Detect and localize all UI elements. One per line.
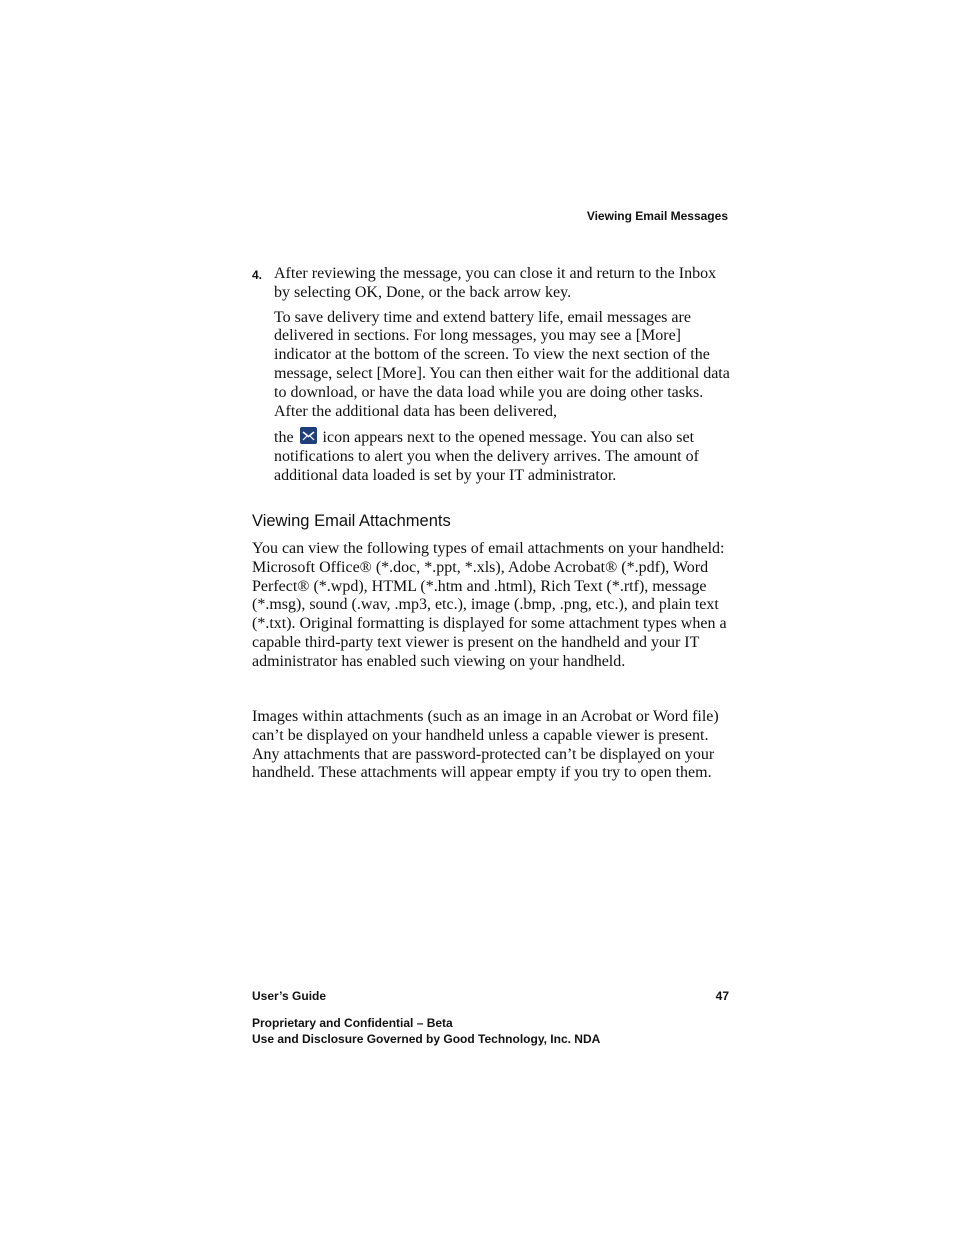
footer-page-number: 47 xyxy=(715,989,729,1003)
step-paragraph-3 xyxy=(274,427,732,485)
footer-confidential-line-2: Use and Disclosure Governed by Good Technology, Inc. NDA xyxy=(252,1032,601,1046)
envelope-icon xyxy=(300,427,317,444)
section-heading: Viewing Email Attachments xyxy=(252,512,451,530)
footer-guide-title: User’s Guide xyxy=(252,989,327,1003)
running-header: Viewing Email Messages xyxy=(586,209,728,223)
footer-row xyxy=(252,989,729,1003)
step-body xyxy=(274,265,732,486)
attachments-paragraph-1: You can view the following types of email attachments on your handheld: Microsoft Office® (*.doc, *.ppt, *.xls), Adobe Acrobat® (*.pdf), Word Perfect® (*.wpd), HTML (*.htm and .html), Rich Text (*.rtf), message (*.msg), sound (.wav, .mp3, etc.), image (.bmp, .png, etc.), and plain text (*.txt). Original formatting is displayed for some attachment types when a capable third-party text viewer is present on the handheld and your IT administrator has enabled such viewing on your handheld. xyxy=(252,540,727,670)
step-number: 4. xyxy=(252,268,263,282)
footer-confidential xyxy=(252,1015,729,1047)
step-paragraph-3-rest: icon appears next to the opened message. You can also set notifications to alert you when the delivery arrives. The amount of additional data loaded is set by your IT administrator. xyxy=(274,429,699,484)
step-paragraph-3-lead: the xyxy=(274,429,294,447)
footer-confidential-line-1: Proprietary and Confidential – Beta xyxy=(252,1016,453,1030)
step-paragraph-1: After reviewing the message, you can close it and return to the Inbox by selecting OK, Done, or the back arrow key. xyxy=(274,265,717,301)
attachments-paragraph-2: Images within attachments (such as an image in an Acrobat or Word file) can’t be displayed on your handheld unless a capable viewer is present. Any attachments that are password-protected can’t be displayed on your handheld. These attachments will appear empty if you try to open them. xyxy=(252,708,719,782)
step-paragraph-2: To save delivery time and extend battery life, email messages are delivered in sections. For long messages, you may see a [More] indicator at the bottom of the screen. To view the next section of the message, select [More]. You can then either wait for the additional data to download, or have the data load while you are doing other tasks. After the additional data has been delivered, xyxy=(274,308,730,420)
step-4 xyxy=(252,265,732,492)
